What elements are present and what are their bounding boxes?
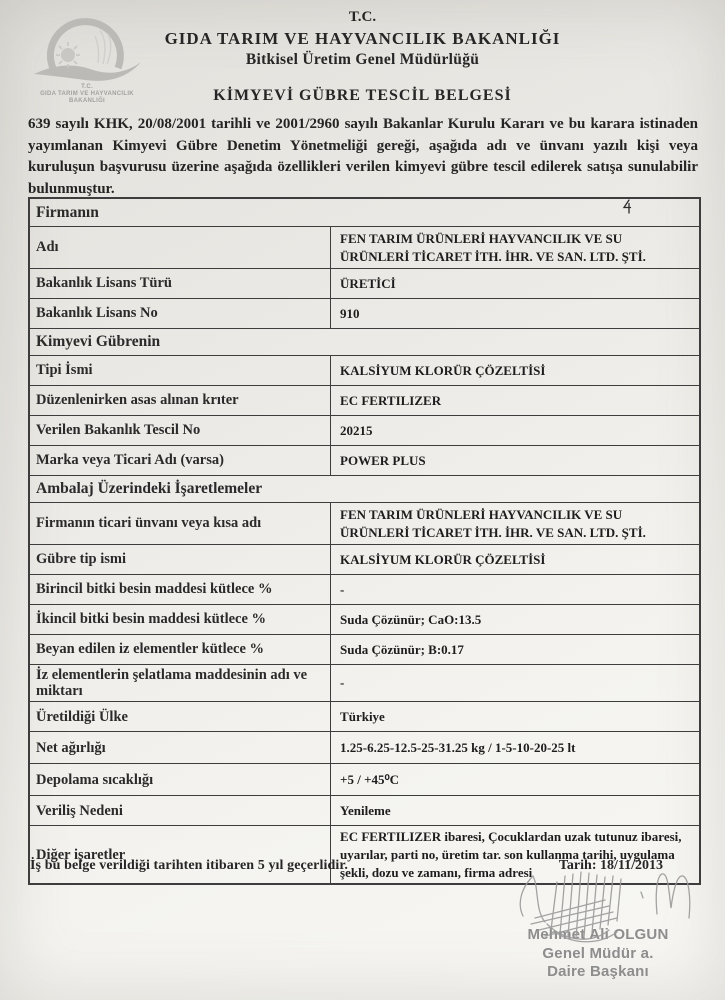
table-row [30,502,699,544]
row-label: Adı [30,227,331,268]
table-row [30,795,699,825]
signer-name: Mehmet Ali OLGUN [527,926,669,943]
row-value: EC FERTILIZER [340,392,442,408]
row-label: Gübre tip ismi [30,545,331,574]
republic-abbrev: T.C. [348,9,377,25]
table-row [30,574,699,604]
document-title: KİMYEVİ GÜBRE TESCİL BELGESİ [213,87,512,104]
row-value: - [340,581,345,597]
row-label: Depolama sıcaklığı [30,764,331,795]
table-row [30,763,699,795]
section-header-gubre: Kimyevi Gübrenin [30,328,699,355]
table-row [30,415,699,445]
section-header-firma: Firmanın [36,203,99,221]
row-value: Suda Çözünür; CaO:13.5 [340,611,482,627]
row-value: 1.25-6.25-12.5-25-31.25 kg / 1-5-10-20-25 lt [340,740,576,756]
row-label: Düzenlenirken asas alınan krıter [30,386,331,415]
row-label: İz elementlerin şelatlama maddesinin adı ve miktarı [30,665,331,701]
row-label: Bakanlık Lisans No [30,299,331,328]
table-row [30,445,699,475]
signer-title-2: Daire Başkanı [547,963,649,980]
logo-caption-line3: BAKANLIĞI [68,98,106,104]
row-label: Verilen Bakanlık Tescil No [30,416,331,445]
row-value: FEN TARIM ÜRÜNLERİ HAYVANCILIK VE SU ÜRÜNLERİ TİCARET İTH. İHR. VE SAN. LTD. ŞTİ. [340,506,646,540]
table-row [30,385,699,415]
table-row [30,268,699,298]
row-value: 910 [340,305,360,321]
row-value: KALSİYUM KLORÜR ÇÖZELTİSİ [340,362,546,378]
table-row [30,226,699,268]
row-value: EC FERTILIZER ibaresi, Çocuklardan uzak tutunuz ibaresi, uyarılar, parti no, üretim tar. son kullanma tarihi, uygulama şekli, dozu ve zamanı, firma adresi [340,829,682,880]
signer-title-1: Genel Müdür a. [542,944,654,962]
row-value: FEN TARIM ÜRÜNLERİ HAYVANCILIK VE SU ÜRÜNLERİ TİCARET İTH. İHR. VE SAN. LTD. ŞTİ. [340,230,646,264]
row-value: ÜRETİCİ [340,275,396,291]
issue-date: Tarih: 18/11/2013 [558,858,663,873]
table-row [30,701,699,731]
row-value: POWER PLUS [340,452,426,468]
intro-paragraph: 639 sayılı KHK, 20/08/2001 tarihli ve 2001/2960 sayılı Bakanlar Kurulu Kararı ve bu karara istinaden yayımlanan Kimyevi Gübre Denetim Yönetmeliği gereği, aşağıda adı ve ünvanı yazılı kişi veya kuruluşun başvurusu üzerine aşağıda özellikleri verilen kimyevi gübre tescil edilerek satışa sunulabilir bulunmuştur. [28,116,698,197]
signature-scribble [505,866,710,946]
row-value: - [340,675,345,691]
row-value: 20215 [340,422,373,438]
row-value: Türkiye [340,709,385,725]
section-header-ambalaj: Ambalaj Üzerindeki İşaretlemeler [30,475,699,502]
letterhead [0,8,725,106]
row-value: Suda Çözünür; B:0.17 [340,641,464,657]
row-label: İkincil bitki besin maddesi kütlece % [30,605,331,634]
row-label: Beyan edilen iz elementler kütlece % [30,635,331,664]
table-row [30,298,699,328]
row-label: Marka veya Ticari Adı (varsa) [30,446,331,475]
row-value: +5 / +45⁰C [340,772,400,788]
pen-mark-artifact [622,199,632,219]
directorate-name: Bitkisel Üretim Genel Müdürlüğü [245,51,480,68]
row-label: Tipi İsmi [30,356,331,385]
table-row [30,731,699,763]
certificate-table [28,197,701,885]
row-label: Üretildiği Ülke [30,702,331,731]
row-value: Yenileme [340,803,391,819]
table-row [30,634,699,664]
row-value: KALSİYUM KLORÜR ÇÖZELTİSİ [340,551,546,567]
table-row [30,355,699,385]
row-label: Diğer işaretler [30,826,331,883]
table-row [30,664,699,701]
row-label: Firmanın ticari ünvanı veya kısa adı [30,503,331,544]
validity-note: İş bu belge verildiği tarihten itibaren 5 yıl geçerlidir. [30,858,348,873]
table-row [30,604,699,634]
logo-caption-line1: T.C. [81,84,93,90]
row-label: Veriliş Nedeni [30,796,331,825]
row-label: Net ağırlığı [30,732,331,763]
logo-caption-line2: GIDA TARIM VE HAYVANCILIK [40,91,134,97]
row-label: Bakanlık Lisans Türü [30,269,331,298]
ministry-name: GIDA TARIM VE HAYVANCILIK BAKANLIĞI [164,29,561,48]
table-row [30,544,699,574]
row-label: Birincil bitki besin maddesi kütlece % [30,575,331,604]
